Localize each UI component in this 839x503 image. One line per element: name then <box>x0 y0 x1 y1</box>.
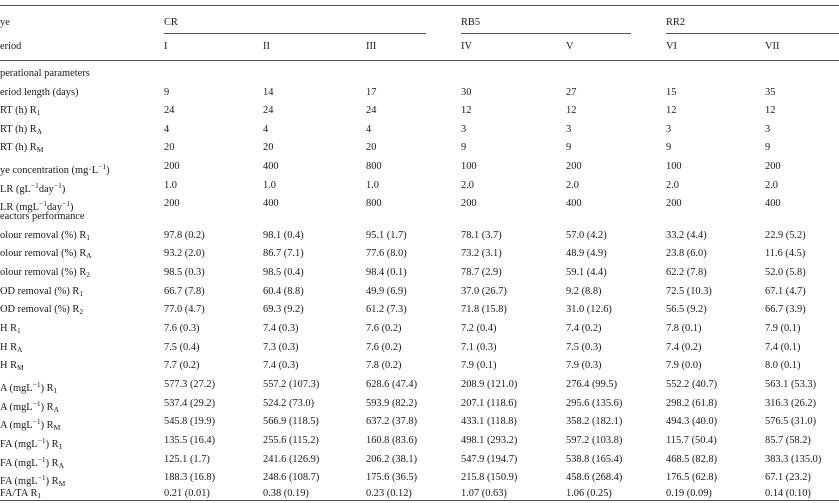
row-value-period-3: 24 <box>366 105 377 116</box>
row-label-sub: 1 <box>58 442 63 451</box>
row-value-period-7: 383.3 (135.0) <box>765 454 822 465</box>
row-value-period-1: 9 <box>164 87 170 98</box>
row-label <box>0 86 78 100</box>
row-value-period-7: 22.9 (5.2) <box>765 230 806 241</box>
row-value-period-2: 98.5 (0.4) <box>263 267 304 278</box>
row-value-period-7: 400 <box>765 198 781 209</box>
row-label-mid: day <box>38 184 54 195</box>
row-label-sup: −1 <box>32 399 41 408</box>
row-value-period-1: 7.7 (0.2) <box>164 360 200 371</box>
row-label-sub: M <box>36 145 44 154</box>
row-label-sup: −1 <box>38 199 47 208</box>
row-label-after: ) R <box>45 458 59 469</box>
bottom-rule <box>0 500 839 501</box>
row-value-period-1: 545.8 (19.9) <box>164 416 216 427</box>
row-label-after: ) R <box>45 439 59 450</box>
row-label <box>0 285 83 301</box>
row-value-period-7: 3 <box>765 124 771 135</box>
row-value-period-4: 71.8 (15.8) <box>461 304 507 315</box>
row-value-period-1: 93.2 (2.0) <box>164 248 205 259</box>
row-value-period-5: 48.9 (4.9) <box>566 248 607 259</box>
row-value-period-1: 4 <box>164 124 170 135</box>
row-value-period-5: 597.2 (103.8) <box>566 435 623 446</box>
row-value-period-4: 208.9 (121.0) <box>461 379 518 390</box>
row-label-sup2: −1 <box>53 181 62 190</box>
row-label <box>0 303 83 319</box>
row-value-period-6: 7.4 (0.2) <box>666 342 702 353</box>
row-value-period-1: 125.1 (1.7) <box>164 454 210 465</box>
row-label-sub: M <box>17 363 24 372</box>
row-value-period-4: 78.1 (3.7) <box>461 230 502 241</box>
row-label <box>0 322 21 338</box>
row-value-period-2: 60.4 (8.8) <box>263 286 304 297</box>
row-label-label: olour removal (%) R <box>0 248 87 259</box>
row-value-period-7: 316.3 (26.2) <box>765 398 817 409</box>
row-value-period-4: 215.8 (150.9) <box>461 472 518 483</box>
row-value-period-6: 23.8 (6.0) <box>666 248 707 259</box>
row-value-period-4: 7.1 (0.3) <box>461 342 497 353</box>
row-label-sub: 1 <box>86 233 91 242</box>
row-value-period-2: 255.6 (115.2) <box>263 435 319 446</box>
row-label-label: A (mgL <box>0 402 33 413</box>
row-value-period-3: 1.0 <box>366 180 379 191</box>
row-label-after: ) <box>106 165 110 176</box>
row-value-period-7: 576.5 (31.0) <box>765 416 817 427</box>
row-value-period-5: 9 <box>566 142 572 153</box>
group-rule-cr <box>164 33 426 34</box>
row-label-after: ) R <box>40 402 54 413</box>
row-label-sup: −1 <box>37 455 46 464</box>
row-label-sup2: −1 <box>61 199 70 208</box>
row-label-sub: 2 <box>79 307 84 316</box>
row-label-label: RT (h) R <box>0 124 37 135</box>
row-value-period-2: 1.0 <box>263 180 276 191</box>
row-value-period-7: 52.0 (5.8) <box>765 267 806 278</box>
row-value-period-3: 0.23 (0.12) <box>366 488 412 499</box>
row-value-period-3: 800 <box>366 161 382 172</box>
row-value-period-6: 7.9 (0.0) <box>666 360 702 371</box>
row-value-period-3: 98.4 (0.1) <box>366 267 407 278</box>
row-value-period-2: 20 <box>263 142 274 153</box>
row-value-period-6: 2.0 <box>666 180 679 191</box>
header-rule <box>0 60 839 61</box>
row-value-period-4: 547.9 (194.7) <box>461 454 518 465</box>
row-value-period-3: 160.8 (83.6) <box>366 435 418 446</box>
row-label <box>0 179 65 197</box>
row-label-sub: 2 <box>86 270 91 279</box>
row-label <box>0 160 110 178</box>
row-value-period-5: 9.2 (8.8) <box>566 286 602 297</box>
row-value-period-4: 1.07 (0.63) <box>461 488 507 499</box>
row-value-period-5: 3 <box>566 124 572 135</box>
row-label <box>0 247 92 263</box>
row-value-period-3: 61.2 (7.3) <box>366 304 407 315</box>
row-label-label: H R <box>0 323 18 334</box>
row-label <box>0 197 73 215</box>
row-value-period-1: 200 <box>164 161 180 172</box>
row-label-sub: A <box>53 405 60 414</box>
row-value-period-7: 85.7 (58.2) <box>765 435 811 446</box>
group-header-rb5: RB5 <box>461 17 481 28</box>
row-value-period-5: 31.0 (12.6) <box>566 304 612 315</box>
row-value-period-2: 248.6 (108.7) <box>263 472 320 483</box>
period-header-3: III <box>366 41 377 52</box>
row-label <box>0 123 42 139</box>
row-value-period-6: 468.5 (82.8) <box>666 454 718 465</box>
header-dye-label: ye <box>0 17 10 28</box>
row-value-period-6: 200 <box>666 198 682 209</box>
row-value-period-2: 7.3 (0.3) <box>263 342 299 353</box>
row-value-period-3: 20 <box>366 142 377 153</box>
row-label-sup: −1 <box>98 162 107 171</box>
row-value-period-1: 537.4 (29.2) <box>164 398 216 409</box>
row-label-sub: A <box>86 251 92 260</box>
row-value-period-7: 66.7 (3.9) <box>765 304 806 315</box>
row-value-period-2: 7.4 (0.3) <box>263 323 299 334</box>
row-label-label: LR (gL <box>0 184 31 195</box>
row-value-period-6: 33.2 (4.4) <box>666 230 707 241</box>
row-value-period-7: 67.1 (4.7) <box>765 286 806 297</box>
row-label <box>0 359 24 375</box>
row-value-period-5: 276.4 (99.5) <box>566 379 618 390</box>
period-header-6: VI <box>666 41 677 52</box>
row-label-label: H R <box>0 342 18 353</box>
row-value-period-6: 12 <box>666 105 677 116</box>
row-label-sub: A <box>58 461 65 470</box>
row-value-period-6: 298.2 (61.8) <box>666 398 718 409</box>
row-value-period-5: 400 <box>566 198 582 209</box>
row-label-label: LR (mgL <box>0 202 39 213</box>
row-label <box>0 378 57 398</box>
row-label-sup: −1 <box>32 417 41 426</box>
group-rule-rb5 <box>461 33 631 34</box>
row-value-period-4: 100 <box>461 161 477 172</box>
row-label-label: FA (mgL <box>0 458 38 469</box>
row-label-sub: A <box>17 345 23 354</box>
row-value-period-7: 8.0 (0.1) <box>765 360 801 371</box>
group-header-cr: CR <box>164 17 178 28</box>
row-value-period-1: 1.0 <box>164 180 177 191</box>
row-label-label: OD removal (%) R <box>0 304 80 315</box>
row-value-period-3: 7.6 (0.2) <box>366 323 402 334</box>
row-value-period-3: 7.6 (0.2) <box>366 342 402 353</box>
row-value-period-3: 800 <box>366 198 382 209</box>
row-value-period-4: 73.2 (3.1) <box>461 248 502 259</box>
row-value-period-6: 72.5 (10.3) <box>666 286 712 297</box>
row-label-label: RT (h) R <box>0 142 37 153</box>
row-value-period-2: 7.4 (0.3) <box>263 360 299 371</box>
header-period-label: eriod <box>0 41 22 52</box>
row-value-period-3: 7.8 (0.2) <box>366 360 402 371</box>
row-value-period-4: 37.0 (26.7) <box>461 286 507 297</box>
row-label <box>0 104 40 120</box>
row-label <box>0 141 43 157</box>
row-value-period-7: 9 <box>765 142 771 153</box>
row-value-period-4: 9 <box>461 142 467 153</box>
row-value-period-5: 7.5 (0.3) <box>566 342 602 353</box>
period-header-4: IV <box>461 41 472 52</box>
row-value-period-2: 86.7 (7.1) <box>263 248 304 259</box>
row-value-period-2: 400 <box>263 198 279 209</box>
row-value-period-6: 552.2 (40.7) <box>666 379 718 390</box>
group-header-rr2: RR2 <box>666 17 686 28</box>
row-value-period-5: 295.6 (135.6) <box>566 398 623 409</box>
row-label-sub: 1 <box>37 491 42 500</box>
row-value-period-4: 78.7 (2.9) <box>461 267 502 278</box>
row-value-period-2: 400 <box>263 161 279 172</box>
row-value-period-7: 67.1 (23.2) <box>765 472 811 483</box>
row-label-sup: −1 <box>37 436 46 445</box>
row-label <box>0 397 59 417</box>
row-label <box>0 341 22 357</box>
row-label-after: ) <box>69 202 74 213</box>
row-label-sup: −1 <box>37 473 46 482</box>
row-value-period-4: 200 <box>461 198 477 209</box>
row-value-period-1: 0.21 (0.01) <box>164 488 210 499</box>
row-value-period-4: 30 <box>461 87 472 98</box>
row-value-period-7: 7.4 (0.1) <box>765 342 801 353</box>
row-value-period-7: 12 <box>765 105 776 116</box>
row-value-period-5: 2.0 <box>566 180 579 191</box>
row-label <box>0 434 62 454</box>
row-label-label: RT (h) R <box>0 105 37 116</box>
row-value-period-5: 57.0 (4.2) <box>566 230 607 241</box>
period-header-2: II <box>263 41 270 52</box>
row-value-period-2: 0.38 (0.19) <box>263 488 309 499</box>
row-value-period-6: 100 <box>666 161 682 172</box>
row-value-period-4: 2.0 <box>461 180 474 191</box>
section-operational-parameters: perational parameters <box>0 68 90 79</box>
row-value-period-7: 200 <box>765 161 781 172</box>
row-value-period-5: 358.2 (182.1) <box>566 416 623 427</box>
row-value-period-6: 176.5 (62.8) <box>666 472 718 483</box>
row-label-after: ) R <box>45 476 59 487</box>
row-value-period-7: 35 <box>765 87 776 98</box>
row-label-sub: M <box>53 423 61 432</box>
row-value-period-5: 200 <box>566 161 582 172</box>
row-value-period-1: 77.0 (4.7) <box>164 304 205 315</box>
row-value-period-5: 1.06 (0.25) <box>566 488 612 499</box>
row-value-period-6: 56.5 (9.2) <box>666 304 707 315</box>
row-label-sub: 1 <box>79 289 84 298</box>
row-value-period-5: 7.4 (0.2) <box>566 323 602 334</box>
period-header-1: I <box>164 41 168 52</box>
group-rule-rr2 <box>666 33 839 34</box>
row-label-after: ) R <box>40 383 54 394</box>
row-value-period-5: 7.9 (0.3) <box>566 360 602 371</box>
row-value-period-6: 115.7 (50.4) <box>666 435 717 446</box>
row-value-period-1: 135.5 (16.4) <box>164 435 216 446</box>
row-value-period-4: 498.1 (293.2) <box>461 435 518 446</box>
row-label-label: olour removal (%) R <box>0 230 87 241</box>
section-reactors-performance: eactors performance <box>0 211 85 222</box>
row-value-period-6: 62.2 (7.8) <box>666 267 707 278</box>
row-label-label: FA/TA R <box>0 488 38 499</box>
row-label <box>0 487 41 503</box>
row-value-period-3: 17 <box>366 87 377 98</box>
row-value-period-6: 494.3 (40.0) <box>666 416 718 427</box>
period-header-5: V <box>566 41 574 52</box>
row-label <box>0 229 90 245</box>
row-label-sub: A <box>36 127 43 136</box>
row-value-period-1: 20 <box>164 142 175 153</box>
row-label-label: FA (mgL <box>0 439 38 450</box>
row-value-period-6: 9 <box>666 142 672 153</box>
row-value-period-2: 98.1 (0.4) <box>263 230 304 241</box>
row-value-period-2: 69.3 (9.2) <box>263 304 304 315</box>
row-value-period-6: 0.19 (0.09) <box>666 488 712 499</box>
row-value-period-1: 98.5 (0.3) <box>164 267 205 278</box>
row-label-after: ) R <box>40 420 54 431</box>
row-value-period-1: 577.3 (27.2) <box>164 379 216 390</box>
row-label-label: OD removal (%) R <box>0 286 80 297</box>
row-value-period-4: 207.1 (118.6) <box>461 398 517 409</box>
row-value-period-3: 95.1 (1.7) <box>366 230 407 241</box>
row-value-period-7: 563.1 (53.3) <box>765 379 817 390</box>
row-value-period-3: 206.2 (38.1) <box>366 454 418 465</box>
row-value-period-3: 49.9 (6.9) <box>366 286 407 297</box>
row-label-label: H R <box>0 360 18 371</box>
row-value-period-2: 524.2 (73.0) <box>263 398 315 409</box>
row-value-period-1: 97.8 (0.2) <box>164 230 205 241</box>
period-header-7: VII <box>765 41 780 52</box>
row-value-period-3: 593.9 (82.2) <box>366 398 418 409</box>
row-value-period-2: 557.2 (107.3) <box>263 379 320 390</box>
row-label-sup: −1 <box>32 380 41 389</box>
row-label-label: A (mgL <box>0 383 33 394</box>
row-value-period-3: 4 <box>366 124 372 135</box>
row-value-period-4: 433.1 (118.8) <box>461 416 517 427</box>
row-value-period-3: 175.6 (36.5) <box>366 472 418 483</box>
row-label-label: FA (mgL <box>0 476 38 487</box>
top-rule <box>0 5 839 6</box>
row-value-period-4: 3 <box>461 124 467 135</box>
row-label-sub: M <box>58 479 66 488</box>
row-value-period-5: 12 <box>566 105 577 116</box>
row-value-period-6: 7.8 (0.1) <box>666 323 702 334</box>
row-value-period-6: 15 <box>666 87 677 98</box>
row-label <box>0 453 64 473</box>
row-value-period-4: 12 <box>461 105 472 116</box>
row-value-period-2: 566.9 (118.5) <box>263 416 319 427</box>
row-label-label: ye concentration (mg·L <box>0 165 99 176</box>
row-label-label: eriod length (days) <box>0 87 79 98</box>
row-value-period-2: 24 <box>263 105 274 116</box>
row-value-period-1: 7.5 (0.4) <box>164 342 200 353</box>
row-value-period-4: 7.9 (0.1) <box>461 360 497 371</box>
row-value-period-1: 66.7 (7.8) <box>164 286 205 297</box>
row-value-period-1: 188.3 (16.8) <box>164 472 216 483</box>
row-value-period-7: 11.6 (4.5) <box>765 248 806 259</box>
row-value-period-5: 27 <box>566 87 577 98</box>
row-label-sub: 1 <box>17 326 21 335</box>
row-value-period-7: 2.0 <box>765 180 778 191</box>
row-value-period-7: 0.14 (0.10) <box>765 488 811 499</box>
row-value-period-1: 200 <box>164 198 180 209</box>
row-value-period-2: 4 <box>263 124 269 135</box>
row-value-period-2: 14 <box>263 87 274 98</box>
row-label-after: ) <box>61 184 66 195</box>
row-value-period-3: 77.6 (8.0) <box>366 248 407 259</box>
row-value-period-3: 628.6 (47.4) <box>366 379 418 390</box>
row-value-period-6: 3 <box>666 124 672 135</box>
row-label-label: olour removal (%) R <box>0 267 87 278</box>
row-value-period-1: 7.6 (0.3) <box>164 323 200 334</box>
row-label-sub: 1 <box>36 108 41 117</box>
row-label-sub: 1 <box>53 386 58 395</box>
row-label-sup: −1 <box>30 181 39 190</box>
row-value-period-5: 458.6 (268.4) <box>566 472 623 483</box>
row-value-period-3: 637.2 (37.8) <box>366 416 418 427</box>
row-value-period-2: 241.6 (126.9) <box>263 454 320 465</box>
row-label <box>0 266 90 282</box>
row-label-mid: day <box>46 202 62 213</box>
row-value-period-7: 7.9 (0.1) <box>765 323 801 334</box>
row-value-period-1: 24 <box>164 105 175 116</box>
row-value-period-5: 538.8 (165.4) <box>566 454 623 465</box>
row-value-period-5: 59.1 (4.4) <box>566 267 607 278</box>
row-label <box>0 415 60 435</box>
row-label-label: A (mgL <box>0 420 33 431</box>
row-value-period-4: 7.2 (0.4) <box>461 323 497 334</box>
